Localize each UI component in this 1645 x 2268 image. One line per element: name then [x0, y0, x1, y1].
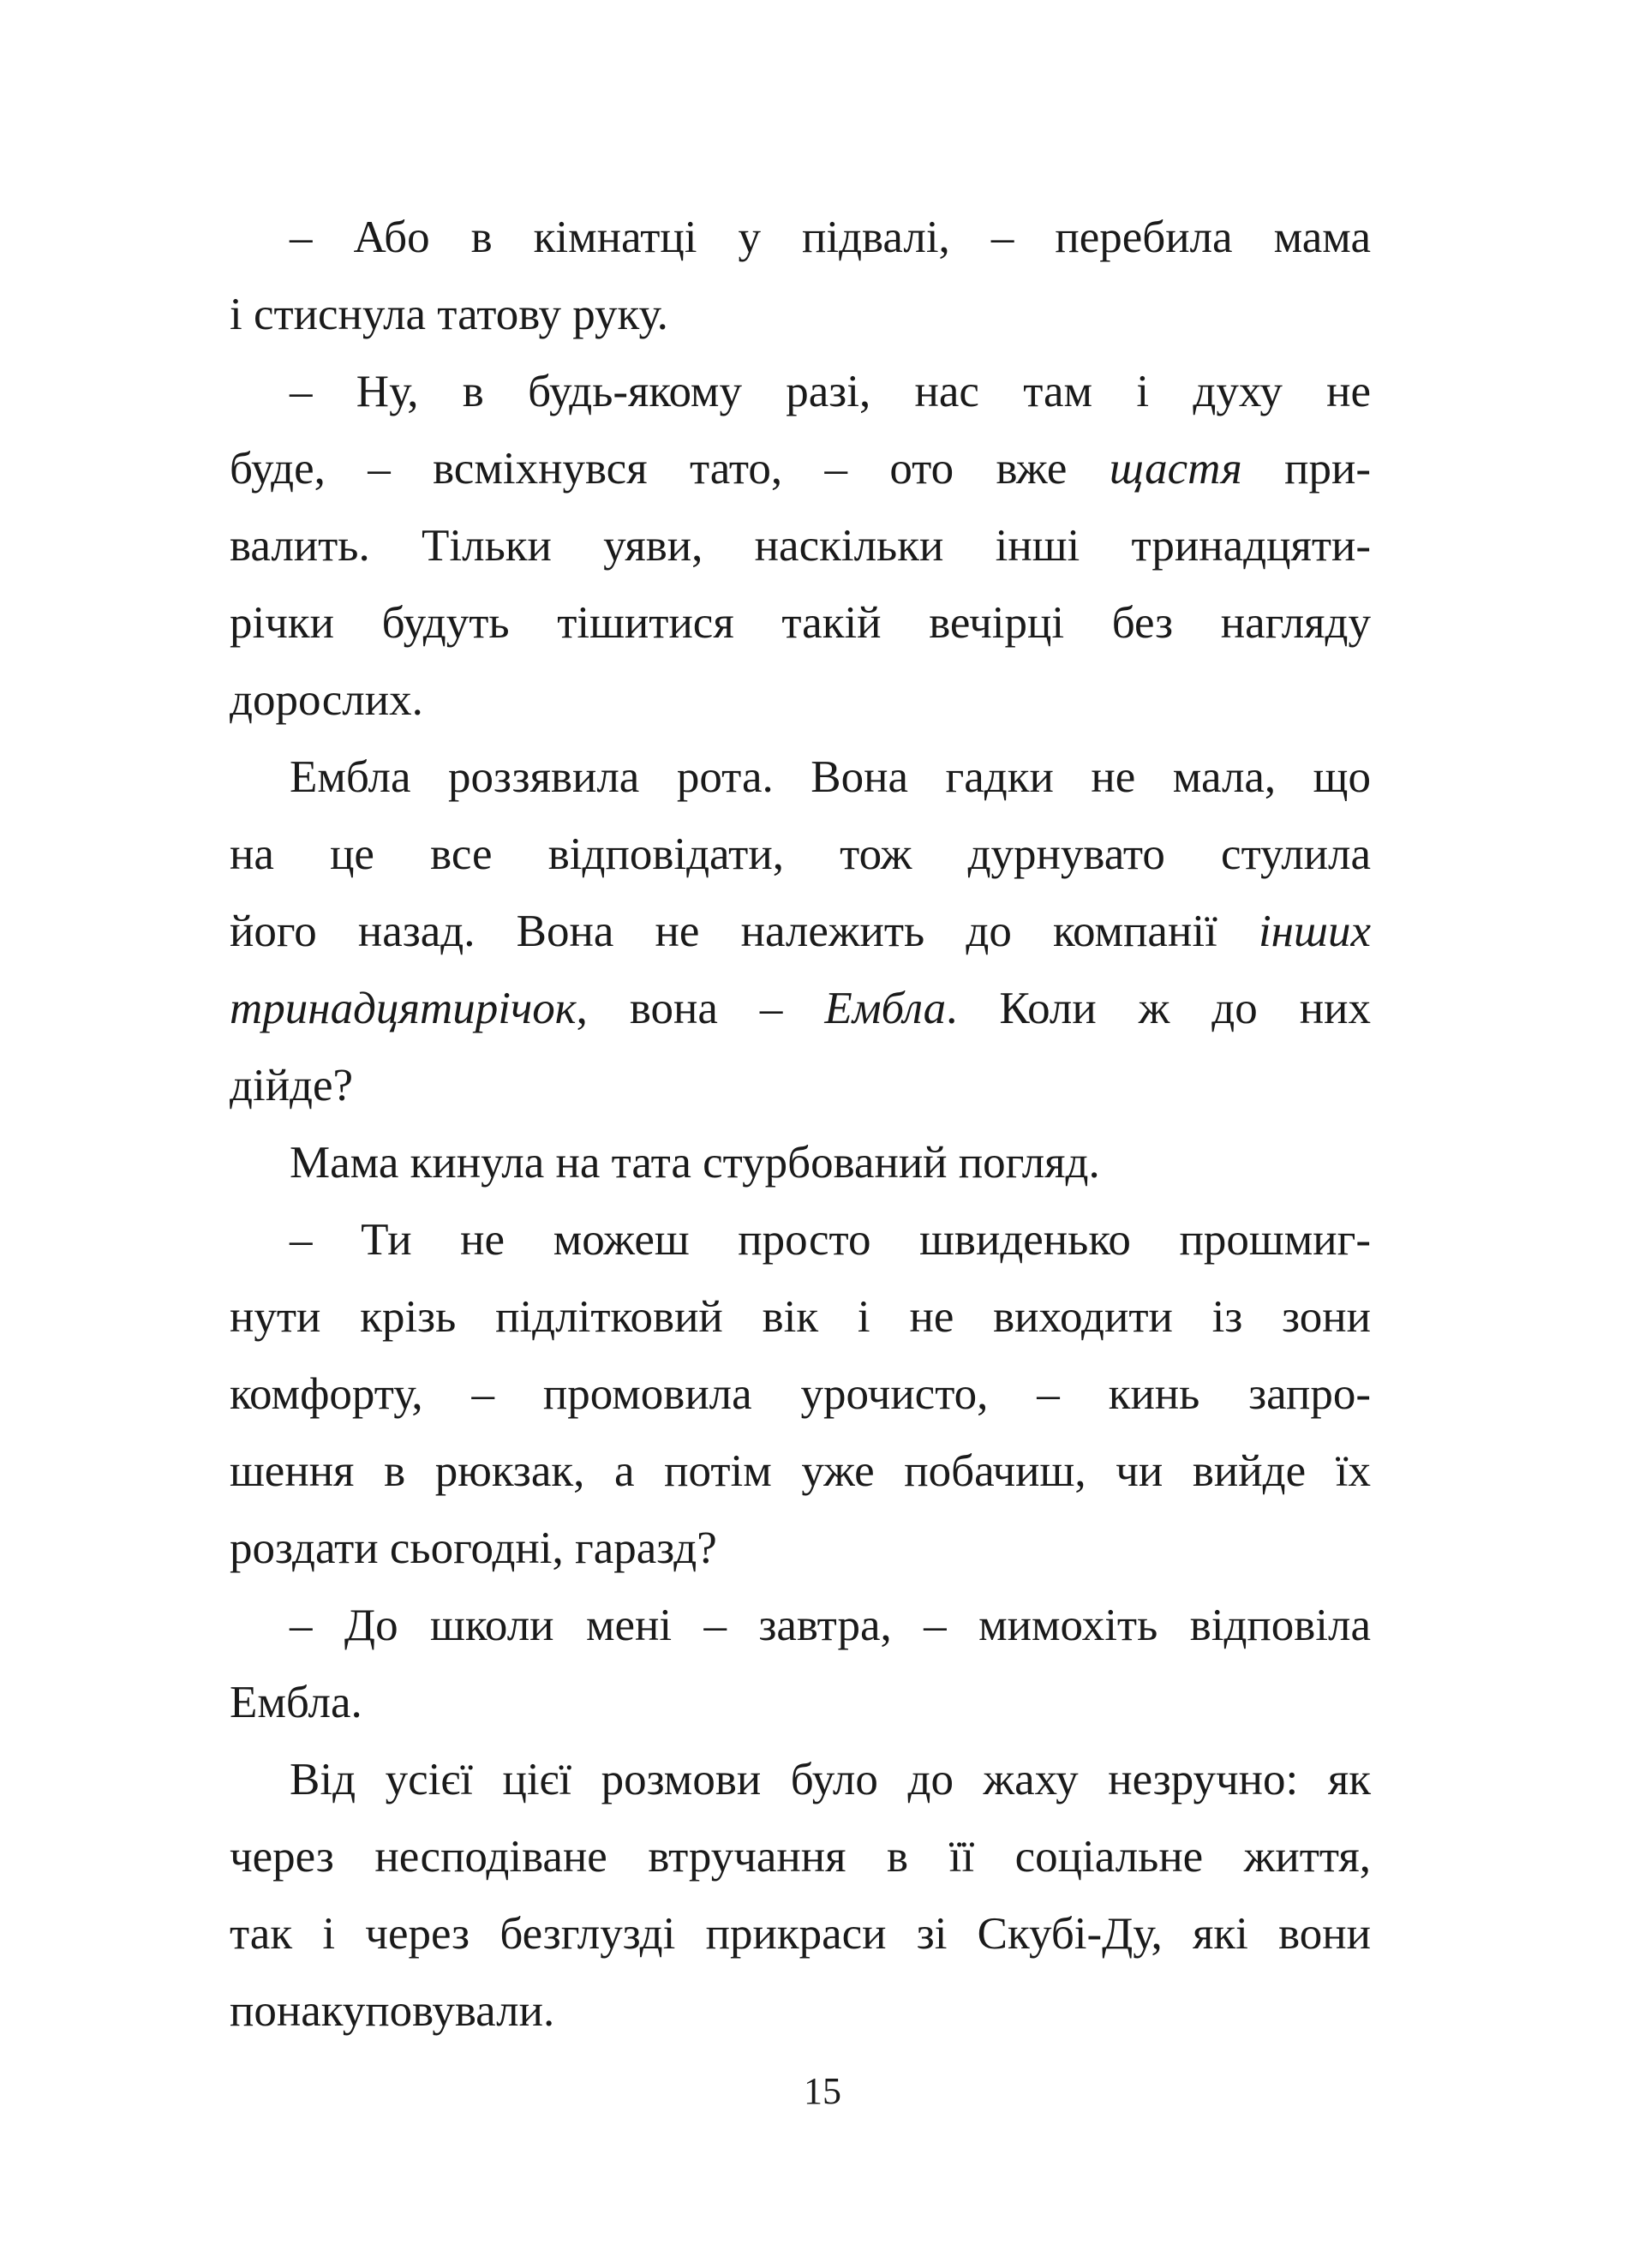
text-line: [230, 1278, 1371, 1355]
book-page-text: [230, 199, 1371, 2050]
text-segment: комфорту, – промовила урочисто, – кинь запро-: [230, 1369, 1371, 1419]
text-line: [230, 1741, 1371, 1818]
text-segment: – Ну, в будь-якому разі, нас там і духу не: [290, 367, 1371, 416]
page-number: 15: [804, 2070, 841, 2112]
text-segment: його назад. Вона не належить до компанії: [230, 907, 1259, 956]
text-line: [230, 584, 1371, 661]
text-line: [230, 739, 1371, 816]
text-segment: через несподіване втручання в її соціальне життя,: [230, 1832, 1371, 1882]
text-line: [230, 1972, 1371, 2050]
text-segment: Від усієї цієї розмови було до жаху незручно: як: [290, 1755, 1371, 1804]
text-segment: дорослих.: [230, 675, 423, 725]
text-line: [230, 1587, 1371, 1664]
text-segment: – Ти не можеш просто швиденько прошмиг-: [290, 1215, 1371, 1265]
text-segment: – До школи мені – завтра, – мимохіть відповіла: [290, 1601, 1371, 1650]
text-line: [230, 1664, 1371, 1741]
text-line: [230, 507, 1371, 584]
text-line: [230, 1355, 1371, 1433]
text-segment: роздати сьогодні, гаразд?: [230, 1523, 717, 1573]
text-segment: – Або в кімнатці у підвалі, – перебила мама: [290, 212, 1371, 262]
text-segment: Ембла.: [230, 1678, 362, 1727]
text-line: [230, 1510, 1371, 1587]
text-line: [230, 1895, 1371, 1972]
text-segment: при-: [1241, 444, 1371, 494]
text-segment: валить. Тільки уяви, наскільки інші тринадцяти-: [230, 521, 1371, 571]
text-line: [230, 199, 1371, 276]
text-segment: на це все відповідати, тож дурнувато стулила: [230, 829, 1371, 879]
text-line: [230, 353, 1371, 430]
text-segment: так і через безглузді прикраси зі Скубі-Ду, які вони: [230, 1909, 1371, 1959]
text-line: [230, 661, 1371, 739]
text-line: [230, 1124, 1371, 1201]
italic-text: Ембла: [824, 984, 947, 1033]
text-segment: дійде?: [230, 1061, 354, 1110]
italic-text: щастя: [1109, 444, 1242, 494]
text-segment: . Коли ж до них: [946, 984, 1371, 1033]
text-line: [230, 1047, 1371, 1124]
text-line: [230, 430, 1371, 507]
text-segment: річки будуть тішитися такій вечірці без нагляду: [230, 598, 1371, 648]
text-segment: , вона –: [576, 984, 825, 1033]
text-segment: і стиснула татову руку.: [230, 290, 668, 339]
text-line: [230, 1818, 1371, 1895]
text-line: [230, 816, 1371, 893]
text-line: [230, 970, 1371, 1047]
text-line: [230, 1433, 1371, 1510]
text-segment: Ембла роззявила рота. Вона гадки не мала, що: [290, 752, 1371, 802]
text-segment: шення в рюкзак, а потім уже побачиш, чи вийде їх: [230, 1446, 1371, 1496]
text-segment: буде, – всміхнувся тато, – ото вже: [230, 444, 1110, 494]
text-segment: понакуповували.: [230, 1986, 555, 2036]
italic-text: тринадцятирічок: [230, 984, 577, 1033]
italic-text: інших: [1258, 907, 1371, 956]
text-line: [230, 276, 1371, 353]
text-line: [230, 1201, 1371, 1278]
text-segment: Мама кинула на тата стурбований погляд.: [290, 1138, 1100, 1188]
text-segment: нути крізь підлітковий вік і не виходити із зони: [230, 1292, 1371, 1342]
text-line: [230, 893, 1371, 970]
